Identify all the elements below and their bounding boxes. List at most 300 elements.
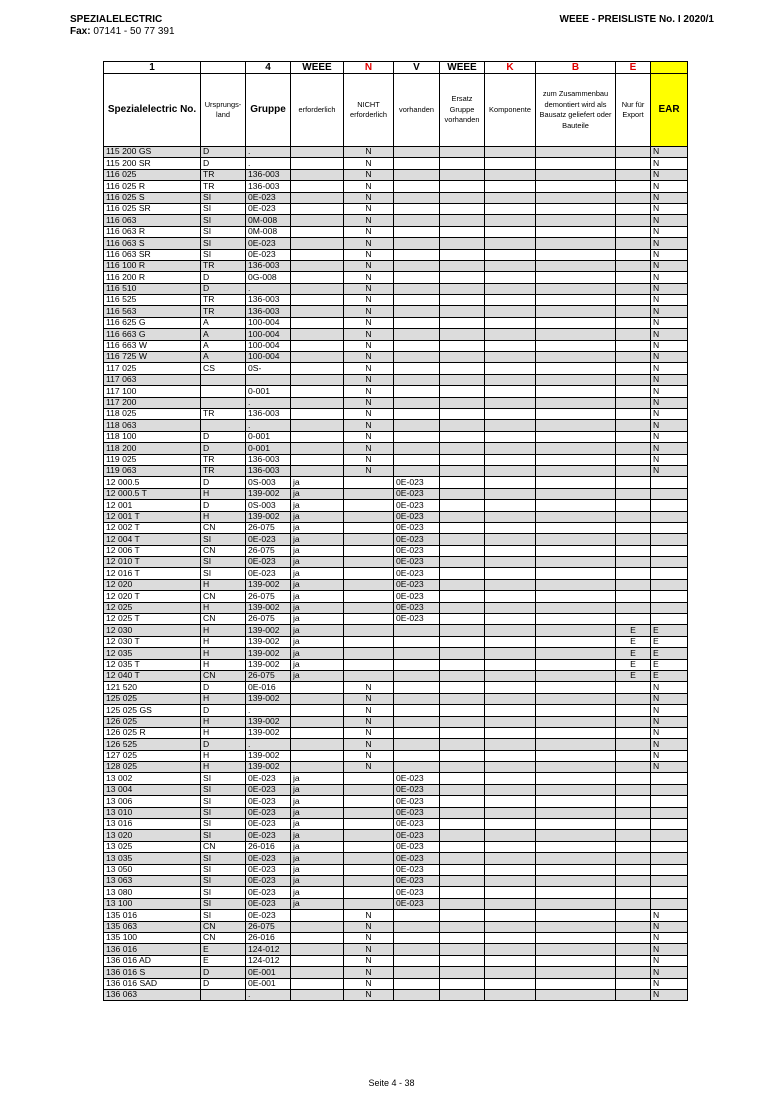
- cell-weee-not-required: [344, 614, 394, 625]
- cell-kit-assembly: [536, 431, 616, 442]
- cell-export-only: [616, 921, 651, 932]
- cell-weee-required: [291, 750, 344, 761]
- cell-replacement-group: [440, 955, 485, 966]
- cell-replacement-group: [440, 841, 485, 852]
- cell-kit-assembly: [536, 306, 616, 317]
- table-row: [104, 500, 688, 511]
- cell-weee-not-required: N: [344, 329, 394, 340]
- price-table: [103, 61, 688, 1001]
- cell-export-only: [616, 306, 651, 317]
- cell-kit-assembly: [536, 511, 616, 522]
- cell-spezialelectric-no: 125 025 GS: [104, 705, 201, 716]
- cell-weee-not-required: N: [344, 192, 394, 203]
- cell-replacement-group: [440, 397, 485, 408]
- cell-ear: N: [651, 352, 688, 363]
- cell-export-only: [616, 181, 651, 192]
- cell-ear: [651, 898, 688, 909]
- cell-group: 0E-001: [246, 978, 291, 989]
- cell-component: [485, 215, 536, 226]
- cell-replacement-group: [440, 363, 485, 374]
- cell-weee-present: 0E-023: [394, 819, 440, 830]
- cell-spezialelectric-no: 12 001 T: [104, 511, 201, 522]
- cell-group: 0E-023: [246, 864, 291, 875]
- table-row: [104, 898, 688, 909]
- cell-weee-present: 0E-023: [394, 511, 440, 522]
- cell-weee-not-required: [344, 557, 394, 568]
- cell-group: 0E-023: [246, 534, 291, 545]
- cell-group: 136-003: [246, 260, 291, 271]
- cell-ear: E: [651, 659, 688, 670]
- cell-kit-assembly: [536, 226, 616, 237]
- cell-weee-required: ja: [291, 876, 344, 887]
- cell-group: .: [246, 158, 291, 169]
- cell-ear: N: [651, 989, 688, 1000]
- cell-export-only: [616, 203, 651, 214]
- cell-spezialelectric-no: 12 020: [104, 579, 201, 590]
- cell-component: [485, 682, 536, 693]
- cell-replacement-group: [440, 169, 485, 180]
- cell-group: 0E-023: [246, 910, 291, 921]
- cell-weee-present: [394, 454, 440, 465]
- cell-kit-assembly: [536, 397, 616, 408]
- cell-component: [485, 306, 536, 317]
- cell-weee-required: ja: [291, 625, 344, 636]
- cell-weee-required: ja: [291, 670, 344, 681]
- cell-weee-not-required: [344, 602, 394, 613]
- cell-weee-present: 0E-023: [394, 500, 440, 511]
- cell-kit-assembly: [536, 215, 616, 226]
- cell-replacement-group: [440, 488, 485, 499]
- cell-component: [485, 625, 536, 636]
- cell-group: 100-004: [246, 340, 291, 351]
- table-row: [104, 397, 688, 408]
- cell-weee-present: [394, 750, 440, 761]
- table-row: [104, 579, 688, 590]
- cell-weee-required: [291, 420, 344, 431]
- cell-weee-not-required: [344, 853, 394, 864]
- cell-ear: [651, 568, 688, 579]
- table-row: [104, 887, 688, 898]
- cell-export-only: [616, 272, 651, 283]
- cell-weee-not-required: [344, 773, 394, 784]
- cell-weee-present: 0E-023: [394, 853, 440, 864]
- cell-export-only: [616, 727, 651, 738]
- table-row: [104, 967, 688, 978]
- cell-weee-required: ja: [291, 659, 344, 670]
- cell-kit-assembly: [536, 659, 616, 670]
- cell-replacement-group: [440, 944, 485, 955]
- cell-weee-required: [291, 967, 344, 978]
- cell-weee-not-required: [344, 636, 394, 647]
- cell-weee-not-required: [344, 579, 394, 590]
- cell-spezialelectric-no: 117 025: [104, 363, 201, 374]
- cell-group: 0E-023: [246, 819, 291, 830]
- cell-component: [485, 819, 536, 830]
- cell-group: .: [246, 147, 291, 158]
- cell-kit-assembly: [536, 819, 616, 830]
- cell-export-only: [616, 773, 651, 784]
- cell-ear: N: [651, 727, 688, 738]
- table-row: [104, 465, 688, 476]
- cell-export-only: [616, 249, 651, 260]
- cell-spezialelectric-no: 13 010: [104, 807, 201, 818]
- cell-export-only: [616, 443, 651, 454]
- cell-weee-not-required: [344, 534, 394, 545]
- cell-origin-country: A: [201, 329, 246, 340]
- cell-component: [485, 226, 536, 237]
- cell-origin-country: H: [201, 488, 246, 499]
- cell-ear: N: [651, 386, 688, 397]
- cell-weee-required: ja: [291, 488, 344, 499]
- cell-replacement-group: [440, 192, 485, 203]
- cell-group: 136-003: [246, 169, 291, 180]
- cell-origin-country: SI: [201, 226, 246, 237]
- cell-kit-assembly: [536, 283, 616, 294]
- cell-weee-not-required: N: [344, 272, 394, 283]
- cell-export-only: [616, 762, 651, 773]
- cell-spezialelectric-no: 136 063: [104, 989, 201, 1000]
- cell-weee-required: [291, 910, 344, 921]
- cell-weee-not-required: N: [344, 260, 394, 271]
- header-label-origin-country: Ursprungs-land: [201, 74, 246, 147]
- cell-replacement-group: [440, 226, 485, 237]
- cell-spezialelectric-no: 13 080: [104, 887, 201, 898]
- cell-group: 26-016: [246, 841, 291, 852]
- cell-component: [485, 773, 536, 784]
- cell-weee-required: [291, 978, 344, 989]
- cell-weee-not-required: N: [344, 750, 394, 761]
- cell-replacement-group: [440, 534, 485, 545]
- header-label-weee-required: erforderlich: [291, 74, 344, 147]
- cell-weee-not-required: N: [344, 226, 394, 237]
- cell-weee-required: ja: [291, 864, 344, 875]
- cell-spezialelectric-no: 116 100 R: [104, 260, 201, 271]
- cell-origin-country: D: [201, 477, 246, 488]
- cell-ear: N: [651, 283, 688, 294]
- cell-ear: [651, 864, 688, 875]
- cell-group: 26-075: [246, 545, 291, 556]
- table-row: [104, 739, 688, 750]
- cell-kit-assembly: [536, 625, 616, 636]
- cell-kit-assembly: [536, 352, 616, 363]
- cell-kit-assembly: [536, 955, 616, 966]
- table-row: [104, 169, 688, 180]
- cell-origin-country: H: [201, 659, 246, 670]
- cell-ear: E: [651, 636, 688, 647]
- cell-kit-assembly: [536, 750, 616, 761]
- cell-spezialelectric-no: 116 063 R: [104, 226, 201, 237]
- cell-spezialelectric-no: 118 200: [104, 443, 201, 454]
- cell-origin-country: SI: [201, 215, 246, 226]
- cell-weee-not-required: N: [344, 169, 394, 180]
- cell-weee-present: [394, 158, 440, 169]
- cell-component: [485, 648, 536, 659]
- cell-replacement-group: [440, 249, 485, 260]
- cell-spezialelectric-no: 116 025 SR: [104, 203, 201, 214]
- cell-weee-not-required: [344, 807, 394, 818]
- cell-replacement-group: [440, 454, 485, 465]
- cell-replacement-group: [440, 796, 485, 807]
- cell-group: .: [246, 397, 291, 408]
- cell-component: [485, 283, 536, 294]
- cell-kit-assembly: [536, 443, 616, 454]
- cell-origin-country: H: [201, 727, 246, 738]
- cell-kit-assembly: [536, 147, 616, 158]
- cell-export-only: [616, 864, 651, 875]
- cell-ear: N: [651, 431, 688, 442]
- table-row: [104, 636, 688, 647]
- cell-kit-assembly: [536, 181, 616, 192]
- cell-weee-present: [394, 944, 440, 955]
- table-row: [104, 317, 688, 328]
- cell-weee-required: [291, 181, 344, 192]
- cell-weee-required: [291, 454, 344, 465]
- cell-kit-assembly: [536, 579, 616, 590]
- cell-replacement-group: [440, 420, 485, 431]
- cell-weee-required: [291, 989, 344, 1000]
- cell-component: [485, 169, 536, 180]
- table-row: [104, 670, 688, 681]
- cell-spezialelectric-no: 126 025: [104, 716, 201, 727]
- cell-component: [485, 955, 536, 966]
- cell-weee-present: [394, 762, 440, 773]
- cell-group: 139-002: [246, 625, 291, 636]
- cell-origin-country: SI: [201, 557, 246, 568]
- cell-weee-present: 0E-023: [394, 614, 440, 625]
- cell-replacement-group: [440, 272, 485, 283]
- cell-origin-country: [201, 374, 246, 385]
- table-row: [104, 864, 688, 875]
- cell-weee-required: ja: [291, 511, 344, 522]
- cell-group: 0E-023: [246, 887, 291, 898]
- table-row: [104, 488, 688, 499]
- cell-ear: N: [651, 169, 688, 180]
- cell-origin-country: [201, 397, 246, 408]
- cell-spezialelectric-no: 125 025: [104, 693, 201, 704]
- cell-group: 0S-: [246, 363, 291, 374]
- cell-ear: N: [651, 363, 688, 374]
- cell-replacement-group: [440, 716, 485, 727]
- cell-origin-country: SI: [201, 898, 246, 909]
- cell-origin-country: TR: [201, 454, 246, 465]
- cell-group: 136-003: [246, 465, 291, 476]
- cell-replacement-group: [440, 317, 485, 328]
- cell-group: 0E-023: [246, 238, 291, 249]
- cell-weee-required: ja: [291, 898, 344, 909]
- cell-origin-country: CN: [201, 841, 246, 852]
- cell-kit-assembly: [536, 465, 616, 476]
- cell-kit-assembly: [536, 648, 616, 659]
- cell-kit-assembly: [536, 921, 616, 932]
- cell-component: [485, 192, 536, 203]
- header-code-export-only: E: [616, 62, 651, 74]
- cell-weee-required: [291, 226, 344, 237]
- cell-weee-not-required: [344, 522, 394, 533]
- cell-weee-not-required: N: [344, 978, 394, 989]
- cell-group: 0E-023: [246, 898, 291, 909]
- cell-weee-not-required: [344, 477, 394, 488]
- cell-weee-required: ja: [291, 887, 344, 898]
- header-code-weee-not-required: N: [344, 62, 394, 74]
- cell-component: [485, 477, 536, 488]
- cell-weee-required: [291, 203, 344, 214]
- cell-spezialelectric-no: 118 063: [104, 420, 201, 431]
- table-row: [104, 932, 688, 943]
- cell-weee-present: [394, 295, 440, 306]
- table-row: [104, 830, 688, 841]
- cell-component: [485, 534, 536, 545]
- cell-replacement-group: [440, 465, 485, 476]
- cell-export-only: [616, 363, 651, 374]
- cell-ear: [651, 602, 688, 613]
- cell-weee-required: [291, 158, 344, 169]
- cell-spezialelectric-no: 116 200 R: [104, 272, 201, 283]
- cell-export-only: [616, 386, 651, 397]
- cell-weee-present: 0E-023: [394, 522, 440, 533]
- cell-origin-country: H: [201, 625, 246, 636]
- cell-spezialelectric-no: 116 025 R: [104, 181, 201, 192]
- cell-replacement-group: [440, 864, 485, 875]
- cell-component: [485, 876, 536, 887]
- cell-component: [485, 203, 536, 214]
- cell-export-only: [616, 978, 651, 989]
- cell-weee-required: ja: [291, 568, 344, 579]
- cell-weee-not-required: N: [344, 431, 394, 442]
- cell-weee-required: ja: [291, 534, 344, 545]
- header-row-codes: [104, 62, 688, 74]
- cell-ear: E: [651, 625, 688, 636]
- cell-replacement-group: [440, 557, 485, 568]
- table-row: [104, 625, 688, 636]
- header-code-ear: [651, 62, 688, 74]
- cell-spezialelectric-no: 119 063: [104, 465, 201, 476]
- cell-weee-required: [291, 727, 344, 738]
- cell-component: [485, 500, 536, 511]
- cell-weee-present: [394, 181, 440, 192]
- cell-origin-country: H: [201, 693, 246, 704]
- cell-group: 124-012: [246, 944, 291, 955]
- cell-component: [485, 978, 536, 989]
- cell-ear: N: [651, 932, 688, 943]
- cell-export-only: [616, 169, 651, 180]
- cell-ear: [651, 784, 688, 795]
- table-row: [104, 272, 688, 283]
- header-code-group: 4: [246, 62, 291, 74]
- cell-spezialelectric-no: 12 006 T: [104, 545, 201, 556]
- cell-spezialelectric-no: 135 063: [104, 921, 201, 932]
- cell-kit-assembly: [536, 488, 616, 499]
- cell-weee-present: [394, 340, 440, 351]
- cell-weee-not-required: N: [344, 921, 394, 932]
- cell-kit-assembly: [536, 898, 616, 909]
- cell-ear: [651, 830, 688, 841]
- cell-kit-assembly: [536, 545, 616, 556]
- cell-component: [485, 340, 536, 351]
- cell-replacement-group: [440, 579, 485, 590]
- cell-replacement-group: [440, 181, 485, 192]
- cell-spezialelectric-no: 12 035: [104, 648, 201, 659]
- cell-component: [485, 659, 536, 670]
- cell-export-only: [616, 898, 651, 909]
- table-row: [104, 260, 688, 271]
- cell-kit-assembly: [536, 408, 616, 419]
- cell-weee-not-required: [344, 887, 394, 898]
- cell-replacement-group: [440, 147, 485, 158]
- cell-export-only: [616, 454, 651, 465]
- cell-group: .: [246, 739, 291, 750]
- cell-weee-not-required: N: [344, 203, 394, 214]
- cell-ear: N: [651, 443, 688, 454]
- cell-group: 26-075: [246, 614, 291, 625]
- cell-weee-required: ja: [291, 807, 344, 818]
- cell-spezialelectric-no: 12 035 T: [104, 659, 201, 670]
- cell-group: 0E-023: [246, 807, 291, 818]
- cell-ear: N: [651, 693, 688, 704]
- cell-replacement-group: [440, 921, 485, 932]
- cell-origin-country: TR: [201, 465, 246, 476]
- cell-group: 136-003: [246, 295, 291, 306]
- cell-ear: N: [651, 317, 688, 328]
- cell-export-only: [616, 511, 651, 522]
- cell-weee-present: 0E-023: [394, 864, 440, 875]
- table-row: [104, 955, 688, 966]
- cell-weee-present: 0E-023: [394, 796, 440, 807]
- table-row: [104, 283, 688, 294]
- cell-weee-required: [291, 260, 344, 271]
- header-row-labels: [104, 74, 688, 147]
- cell-kit-assembly: [536, 967, 616, 978]
- cell-weee-required: [291, 386, 344, 397]
- cell-component: [485, 910, 536, 921]
- cell-origin-country: D: [201, 705, 246, 716]
- cell-weee-required: [291, 682, 344, 693]
- cell-spezialelectric-no: 13 035: [104, 853, 201, 864]
- cell-weee-present: 0E-023: [394, 568, 440, 579]
- cell-ear: N: [651, 295, 688, 306]
- cell-origin-country: SI: [201, 773, 246, 784]
- table-row: [104, 363, 688, 374]
- cell-weee-not-required: [344, 648, 394, 659]
- cell-weee-required: ja: [291, 500, 344, 511]
- cell-export-only: [616, 352, 651, 363]
- cell-export-only: [616, 522, 651, 533]
- cell-origin-country: D: [201, 967, 246, 978]
- cell-export-only: [616, 340, 651, 351]
- cell-spezialelectric-no: 13 100: [104, 898, 201, 909]
- header-label-weee-not-required: NICHT erforderlich: [344, 74, 394, 147]
- cell-replacement-group: [440, 682, 485, 693]
- cell-group: 0E-023: [246, 784, 291, 795]
- cell-replacement-group: [440, 853, 485, 864]
- cell-component: [485, 386, 536, 397]
- cell-group: 0-001: [246, 431, 291, 442]
- cell-component: [485, 363, 536, 374]
- cell-component: [485, 898, 536, 909]
- cell-export-only: [616, 488, 651, 499]
- cell-weee-present: [394, 727, 440, 738]
- cell-ear: [651, 545, 688, 556]
- cell-weee-not-required: [344, 568, 394, 579]
- header-label-weee-present: vorhanden: [394, 74, 440, 147]
- cell-spezialelectric-no: 116 663 W: [104, 340, 201, 351]
- cell-export-only: [616, 215, 651, 226]
- cell-weee-present: [394, 238, 440, 249]
- cell-ear: N: [651, 215, 688, 226]
- cell-group: 136-003: [246, 181, 291, 192]
- cell-ear: N: [651, 682, 688, 693]
- cell-group: 0E-023: [246, 853, 291, 864]
- cell-weee-present: [394, 932, 440, 943]
